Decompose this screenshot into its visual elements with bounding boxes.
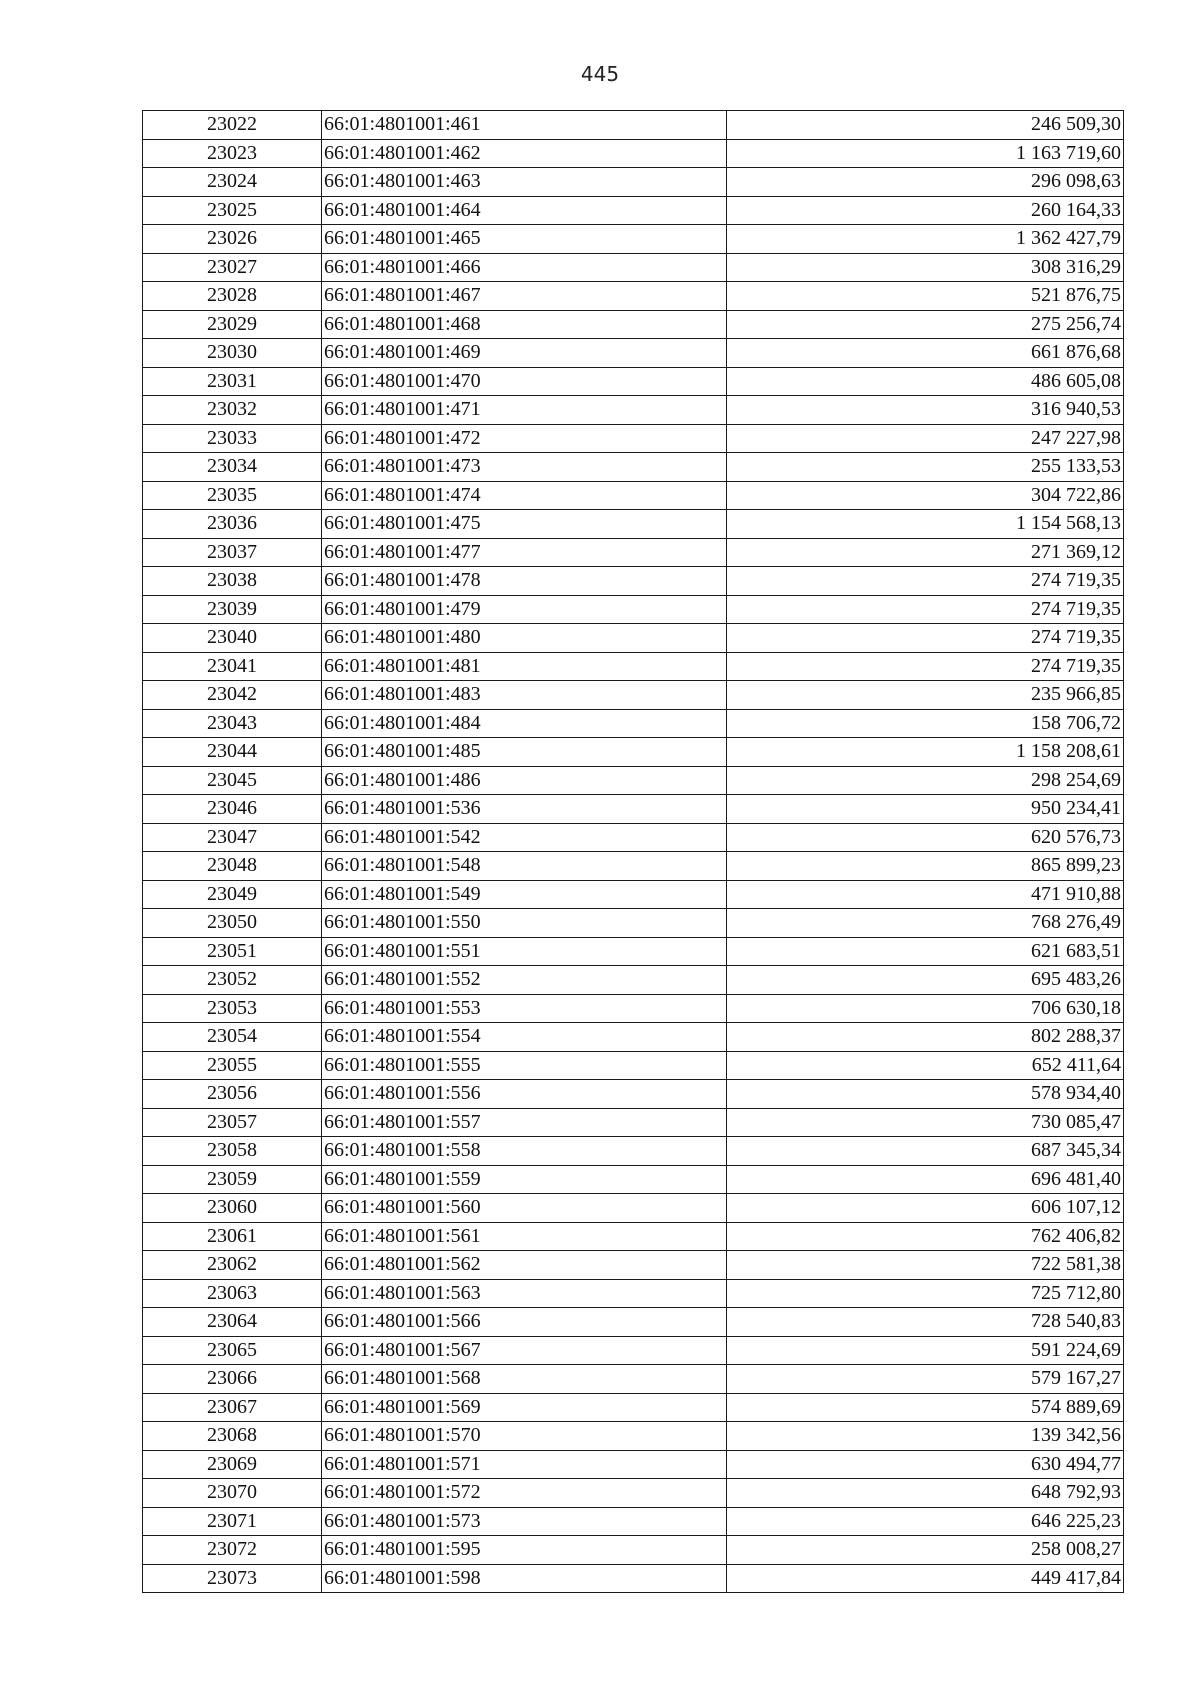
- cadastral-value-cell: 648 792,93: [727, 1479, 1124, 1508]
- row-number-cell: 23022: [143, 111, 322, 140]
- table-row: [143, 823, 1124, 852]
- row-number-cell: 23050: [143, 909, 322, 938]
- table-row: [143, 1251, 1124, 1280]
- row-number-cell: 23033: [143, 424, 322, 453]
- row-number-cell: 23044: [143, 738, 322, 767]
- cadastral-value-cell: 274 719,35: [727, 595, 1124, 624]
- row-number-cell: 23029: [143, 310, 322, 339]
- cadastral-value-cell: 298 254,69: [727, 766, 1124, 795]
- row-number-cell: 23046: [143, 795, 322, 824]
- cadastral-number-cell: 66:01:4801001:549: [322, 880, 727, 909]
- cadastral-number-cell: 66:01:4801001:472: [322, 424, 727, 453]
- cadastral-number-cell: 66:01:4801001:551: [322, 937, 727, 966]
- row-number-cell: 23037: [143, 538, 322, 567]
- cadastral-number-cell: 66:01:4801001:558: [322, 1137, 727, 1166]
- cadastral-number-cell: 66:01:4801001:479: [322, 595, 727, 624]
- table-row: [143, 852, 1124, 881]
- cadastral-number-cell: 66:01:4801001:598: [322, 1564, 727, 1593]
- cadastral-value-cell: 521 876,75: [727, 282, 1124, 311]
- cadastral-number-cell: 66:01:4801001:464: [322, 196, 727, 225]
- cadastral-value-cell: 768 276,49: [727, 909, 1124, 938]
- table-row: [143, 1194, 1124, 1223]
- cadastral-number-cell: 66:01:4801001:595: [322, 1536, 727, 1565]
- row-number-cell: 23062: [143, 1251, 322, 1280]
- cadastral-value-cell: 722 581,38: [727, 1251, 1124, 1280]
- cadastral-number-cell: 66:01:4801001:572: [322, 1479, 727, 1508]
- row-number-cell: 23069: [143, 1450, 322, 1479]
- table-row: [143, 1422, 1124, 1451]
- row-number-cell: 23068: [143, 1422, 322, 1451]
- row-number-cell: 23032: [143, 396, 322, 425]
- cadastral-number-cell: 66:01:4801001:557: [322, 1108, 727, 1137]
- table-row: [143, 367, 1124, 396]
- cadastral-value-cell: 620 576,73: [727, 823, 1124, 852]
- table-row: [143, 282, 1124, 311]
- table-row: [143, 1450, 1124, 1479]
- cadastral-number-cell: 66:01:4801001:563: [322, 1279, 727, 1308]
- table-row: [143, 966, 1124, 995]
- row-number-cell: 23039: [143, 595, 322, 624]
- cadastral-number-cell: 66:01:4801001:466: [322, 253, 727, 282]
- cadastral-number-cell: 66:01:4801001:471: [322, 396, 727, 425]
- table-row: [143, 168, 1124, 197]
- row-number-cell: 23061: [143, 1222, 322, 1251]
- row-number-cell: 23064: [143, 1308, 322, 1337]
- cadastral-value-cell: 274 719,35: [727, 624, 1124, 653]
- cadastral-value-cell: 308 316,29: [727, 253, 1124, 282]
- cadastral-number-cell: 66:01:4801001:571: [322, 1450, 727, 1479]
- page-number: 445: [580, 62, 620, 86]
- cadastral-value-cell: 1 163 719,60: [727, 139, 1124, 168]
- row-number-cell: 23057: [143, 1108, 322, 1137]
- table-row: [143, 766, 1124, 795]
- table-row: [143, 1393, 1124, 1422]
- row-number-cell: 23038: [143, 567, 322, 596]
- row-number-cell: 23027: [143, 253, 322, 282]
- cadastral-number-cell: 66:01:4801001:542: [322, 823, 727, 852]
- cadastral-value-cell: 139 342,56: [727, 1422, 1124, 1451]
- cadastral-number-cell: 66:01:4801001:461: [322, 111, 727, 140]
- cadastral-value-cell: 652 411,64: [727, 1051, 1124, 1080]
- cadastral-value-cell: 1 362 427,79: [727, 225, 1124, 254]
- table-row: [143, 339, 1124, 368]
- cadastral-value-cell: 247 227,98: [727, 424, 1124, 453]
- cadastral-number-cell: 66:01:4801001:566: [322, 1308, 727, 1337]
- cadastral-number-cell: 66:01:4801001:465: [322, 225, 727, 254]
- row-number-cell: 23024: [143, 168, 322, 197]
- row-number-cell: 23047: [143, 823, 322, 852]
- cadastral-value-cell: 606 107,12: [727, 1194, 1124, 1223]
- table-row: [143, 652, 1124, 681]
- row-number-cell: 23045: [143, 766, 322, 795]
- cadastral-number-cell: 66:01:4801001:480: [322, 624, 727, 653]
- cadastral-value-cell: 449 417,84: [727, 1564, 1124, 1593]
- cadastral-value-cell: 304 722,86: [727, 481, 1124, 510]
- row-number-cell: 23053: [143, 994, 322, 1023]
- table-row: [143, 225, 1124, 254]
- table-row: [143, 1051, 1124, 1080]
- cadastral-value-cell: 661 876,68: [727, 339, 1124, 368]
- cadastral-number-cell: 66:01:4801001:548: [322, 852, 727, 881]
- cadastral-value-table: [142, 110, 1124, 1593]
- table-row: [143, 481, 1124, 510]
- row-number-cell: 23051: [143, 937, 322, 966]
- row-number-cell: 23067: [143, 1393, 322, 1422]
- cadastral-value-cell: 1 154 568,13: [727, 510, 1124, 539]
- row-number-cell: 23049: [143, 880, 322, 909]
- table-row: [143, 253, 1124, 282]
- cadastral-number-cell: 66:01:4801001:485: [322, 738, 727, 767]
- cadastral-number-cell: 66:01:4801001:554: [322, 1023, 727, 1052]
- row-number-cell: 23065: [143, 1336, 322, 1365]
- table-row: [143, 795, 1124, 824]
- row-number-cell: 23025: [143, 196, 322, 225]
- cadastral-number-cell: 66:01:4801001:473: [322, 453, 727, 482]
- cadastral-number-cell: 66:01:4801001:477: [322, 538, 727, 567]
- table-row: [143, 1536, 1124, 1565]
- cadastral-value-cell: 695 483,26: [727, 966, 1124, 995]
- table-row: [143, 1222, 1124, 1251]
- row-number-cell: 23070: [143, 1479, 322, 1508]
- row-number-cell: 23035: [143, 481, 322, 510]
- cadastral-number-cell: 66:01:4801001:550: [322, 909, 727, 938]
- cadastral-number-cell: 66:01:4801001:483: [322, 681, 727, 710]
- cadastral-number-cell: 66:01:4801001:470: [322, 367, 727, 396]
- cadastral-value-cell: 260 164,33: [727, 196, 1124, 225]
- row-number-cell: 23031: [143, 367, 322, 396]
- cadastral-value-cell: 687 345,34: [727, 1137, 1124, 1166]
- cadastral-value-cell: 696 481,40: [727, 1165, 1124, 1194]
- cadastral-value-cell: 1 158 208,61: [727, 738, 1124, 767]
- table-row: [143, 709, 1124, 738]
- cadastral-value-cell: 158 706,72: [727, 709, 1124, 738]
- cadastral-number-cell: 66:01:4801001:560: [322, 1194, 727, 1223]
- table-row: [143, 196, 1124, 225]
- cadastral-number-cell: 66:01:4801001:463: [322, 168, 727, 197]
- cadastral-number-cell: 66:01:4801001:536: [322, 795, 727, 824]
- table-row: [143, 310, 1124, 339]
- cadastral-value-cell: 316 940,53: [727, 396, 1124, 425]
- cadastral-number-cell: 66:01:4801001:559: [322, 1165, 727, 1194]
- cadastral-value-cell: 274 719,35: [727, 567, 1124, 596]
- row-number-cell: 23041: [143, 652, 322, 681]
- cadastral-number-cell: 66:01:4801001:484: [322, 709, 727, 738]
- cadastral-value-cell: 728 540,83: [727, 1308, 1124, 1337]
- cadastral-value-cell: 271 369,12: [727, 538, 1124, 567]
- table-row: [143, 1023, 1124, 1052]
- cadastral-value-cell: 471 910,88: [727, 880, 1124, 909]
- table-row: [143, 453, 1124, 482]
- row-number-cell: 23052: [143, 966, 322, 995]
- row-number-cell: 23026: [143, 225, 322, 254]
- row-number-cell: 23048: [143, 852, 322, 881]
- cadastral-value-cell: 235 966,85: [727, 681, 1124, 710]
- cadastral-number-cell: 66:01:4801001:462: [322, 139, 727, 168]
- row-number-cell: 23071: [143, 1507, 322, 1536]
- table-row: [143, 681, 1124, 710]
- cadastral-number-cell: 66:01:4801001:570: [322, 1422, 727, 1451]
- cadastral-value-cell: 579 167,27: [727, 1365, 1124, 1394]
- cadastral-value-cell: 275 256,74: [727, 310, 1124, 339]
- cadastral-value-cell: 865 899,23: [727, 852, 1124, 881]
- row-number-cell: 23042: [143, 681, 322, 710]
- row-number-cell: 23060: [143, 1194, 322, 1223]
- cadastral-number-cell: 66:01:4801001:562: [322, 1251, 727, 1280]
- row-number-cell: 23054: [143, 1023, 322, 1052]
- cadastral-number-cell: 66:01:4801001:474: [322, 481, 727, 510]
- table-row: [143, 937, 1124, 966]
- row-number-cell: 23066: [143, 1365, 322, 1394]
- row-number-cell: 23072: [143, 1536, 322, 1565]
- cadastral-number-cell: 66:01:4801001:478: [322, 567, 727, 596]
- cadastral-value-cell: 762 406,82: [727, 1222, 1124, 1251]
- table-row: [143, 1308, 1124, 1337]
- table-row: [143, 538, 1124, 567]
- cadastral-number-cell: 66:01:4801001:475: [322, 510, 727, 539]
- table-row: [143, 1279, 1124, 1308]
- row-number-cell: 23043: [143, 709, 322, 738]
- table-row: [143, 1479, 1124, 1508]
- row-number-cell: 23028: [143, 282, 322, 311]
- cadastral-number-cell: 66:01:4801001:561: [322, 1222, 727, 1251]
- row-number-cell: 23073: [143, 1564, 322, 1593]
- cadastral-value-cell: 706 630,18: [727, 994, 1124, 1023]
- row-number-cell: 23063: [143, 1279, 322, 1308]
- table-row: [143, 111, 1124, 140]
- cadastral-number-cell: 66:01:4801001:553: [322, 994, 727, 1023]
- cadastral-value-cell: 730 085,47: [727, 1108, 1124, 1137]
- table-row: [143, 424, 1124, 453]
- table-row: [143, 139, 1124, 168]
- table-row: [143, 624, 1124, 653]
- cadastral-number-cell: 66:01:4801001:552: [322, 966, 727, 995]
- table-row: [143, 1108, 1124, 1137]
- row-number-cell: 23058: [143, 1137, 322, 1166]
- table-row: [143, 510, 1124, 539]
- table-row: [143, 1507, 1124, 1536]
- table-row: [143, 1336, 1124, 1365]
- table-row: [143, 909, 1124, 938]
- row-number-cell: 23059: [143, 1165, 322, 1194]
- cadastral-value-cell: 486 605,08: [727, 367, 1124, 396]
- cadastral-value-cell: 274 719,35: [727, 652, 1124, 681]
- cadastral-number-cell: 66:01:4801001:567: [322, 1336, 727, 1365]
- cadastral-value-cell: 578 934,40: [727, 1080, 1124, 1109]
- table-row: [143, 994, 1124, 1023]
- cadastral-number-cell: 66:01:4801001:469: [322, 339, 727, 368]
- table-row: [143, 1080, 1124, 1109]
- cadastral-value-cell: 591 224,69: [727, 1336, 1124, 1365]
- cadastral-value-cell: 621 683,51: [727, 937, 1124, 966]
- table-body: [143, 111, 1124, 1593]
- cadastral-value-cell: 646 225,23: [727, 1507, 1124, 1536]
- cadastral-number-cell: 66:01:4801001:555: [322, 1051, 727, 1080]
- cadastral-value-cell: 950 234,41: [727, 795, 1124, 824]
- cadastral-number-cell: 66:01:4801001:486: [322, 766, 727, 795]
- table-row: [143, 1365, 1124, 1394]
- table-row: [143, 1564, 1124, 1593]
- table-row: [143, 1165, 1124, 1194]
- cadastral-number-cell: 66:01:4801001:481: [322, 652, 727, 681]
- table-row: [143, 880, 1124, 909]
- cadastral-value-cell: 802 288,37: [727, 1023, 1124, 1052]
- cadastral-value-cell: 246 509,30: [727, 111, 1124, 140]
- row-number-cell: 23040: [143, 624, 322, 653]
- cadastral-number-cell: 66:01:4801001:569: [322, 1393, 727, 1422]
- table-row: [143, 1137, 1124, 1166]
- cadastral-number-cell: 66:01:4801001:468: [322, 310, 727, 339]
- cadastral-value-cell: 574 889,69: [727, 1393, 1124, 1422]
- row-number-cell: 23023: [143, 139, 322, 168]
- cadastral-value-cell: 258 008,27: [727, 1536, 1124, 1565]
- cadastral-number-cell: 66:01:4801001:467: [322, 282, 727, 311]
- row-number-cell: 23056: [143, 1080, 322, 1109]
- cadastral-value-cell: 296 098,63: [727, 168, 1124, 197]
- table-row: [143, 567, 1124, 596]
- row-number-cell: 23034: [143, 453, 322, 482]
- row-number-cell: 23030: [143, 339, 322, 368]
- row-number-cell: 23036: [143, 510, 322, 539]
- cadastral-value-cell: 725 712,80: [727, 1279, 1124, 1308]
- cadastral-number-cell: 66:01:4801001:573: [322, 1507, 727, 1536]
- table-row: [143, 738, 1124, 767]
- cadastral-value-cell: 630 494,77: [727, 1450, 1124, 1479]
- row-number-cell: 23055: [143, 1051, 322, 1080]
- table-row: [143, 396, 1124, 425]
- cadastral-number-cell: 66:01:4801001:568: [322, 1365, 727, 1394]
- cadastral-number-cell: 66:01:4801001:556: [322, 1080, 727, 1109]
- table-row: [143, 595, 1124, 624]
- cadastral-value-cell: 255 133,53: [727, 453, 1124, 482]
